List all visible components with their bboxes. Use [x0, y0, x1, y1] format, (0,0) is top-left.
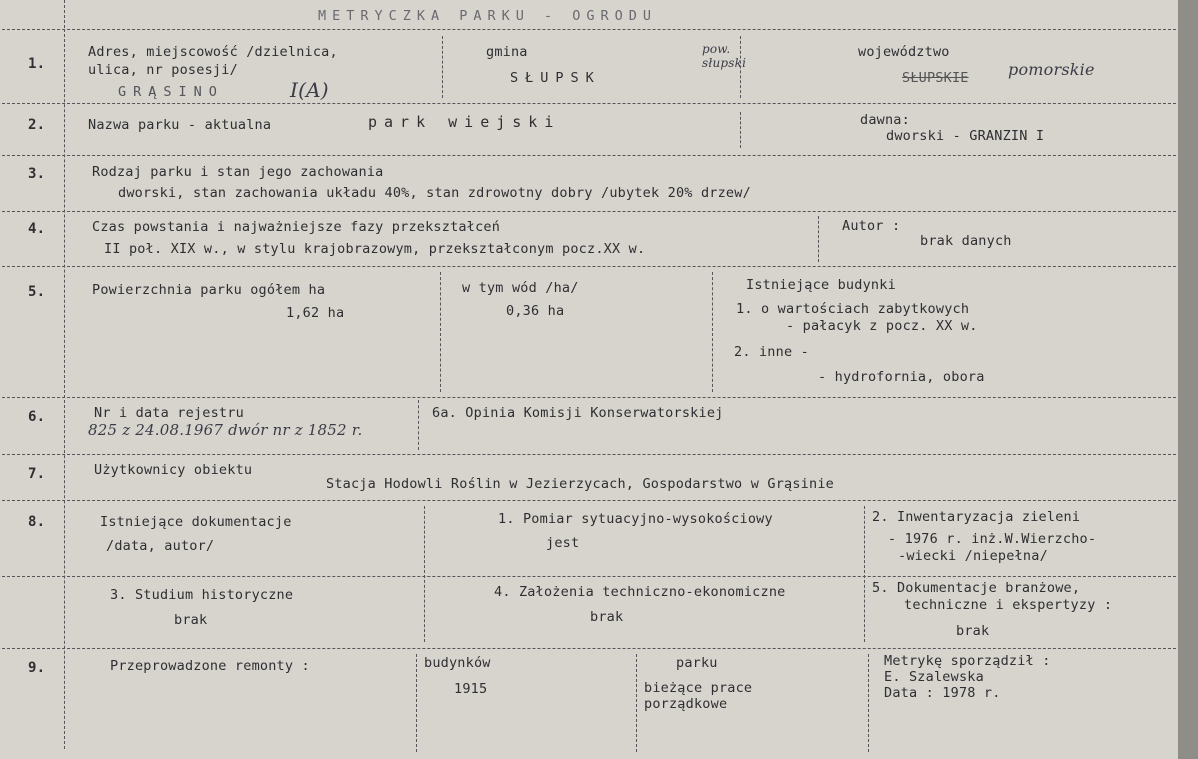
gmina-handwritten-note: słupski — [702, 56, 747, 70]
voivodeship-handwritten-value: pomorskie — [1008, 60, 1095, 79]
park-name-value: park wiejski — [368, 113, 561, 131]
park-renovation-label: parku — [676, 655, 718, 671]
prepared-by-label: Metrykę sporządził : — [884, 653, 1051, 669]
water-area-value: 0,36 ha — [506, 303, 565, 319]
column-divider — [740, 112, 741, 148]
technical-assumptions-label: 4. Założenia techniczno-ekonomiczne — [494, 584, 786, 600]
scan-edge — [1178, 0, 1198, 759]
area-label: Powierzchnia parku ogółem ha — [92, 282, 326, 298]
card-title: METRYCZKA PARKU - OGRODU — [318, 8, 658, 24]
documentation-label: Istniejące dokumentacje — [100, 514, 292, 530]
historical-study-value: brak — [174, 612, 208, 628]
users-value: Stacja Hodowli Roślin w Jezierzycach, Gospodarstwo w Grąsinie — [326, 476, 834, 492]
row-number: 1. — [28, 56, 46, 72]
column-divider — [440, 272, 441, 392]
commission-opinion-label: 6a. Opinia Komisji Konserwatorskiej — [432, 405, 724, 421]
gmina-value: SŁUPSK — [510, 70, 601, 86]
column-divider — [418, 400, 419, 450]
historic-buildings-label: 1. o wartościach zabytkowych — [736, 301, 970, 317]
row-divider — [2, 454, 1176, 456]
row-divider — [2, 29, 1176, 31]
column-divider — [424, 506, 425, 642]
voivodeship-struck-value: SŁUPSKIE — [902, 70, 969, 86]
row-number: 3. — [28, 166, 46, 182]
row-divider — [2, 266, 1176, 268]
park-renovation-value: porządkowe — [644, 696, 728, 712]
prepared-date: Data : 1978 r. — [884, 685, 1001, 701]
other-buildings-value: - hydrofornia, obora — [818, 369, 985, 385]
row-number: 4. — [28, 221, 46, 237]
survey-value: jest — [546, 535, 580, 551]
water-area-label: w tym wód /ha/ — [462, 280, 579, 296]
address-handwritten-note: I(A) — [290, 78, 329, 102]
creation-label: Czas powstania i najważniejsze fazy przekształceń — [92, 219, 501, 235]
column-divider — [416, 654, 417, 752]
former-name-label: dawna: — [860, 112, 910, 128]
industry-docs-value: brak — [956, 623, 990, 639]
row-divider — [2, 500, 1176, 502]
row-divider — [2, 648, 1176, 650]
row-number: 8. — [28, 514, 46, 530]
column-divider — [442, 36, 443, 98]
park-renovation-value: bieżące prace — [644, 680, 753, 696]
row-number: 7. — [28, 466, 46, 482]
row-number: 2. — [28, 117, 46, 133]
row-divider — [2, 103, 1176, 105]
row-divider — [2, 576, 1176, 578]
voivodeship-label: województwo — [858, 44, 950, 60]
row-divider — [2, 155, 1176, 157]
buildings-renovation-label: budynków — [424, 655, 491, 671]
other-buildings-label: 2. inne - — [734, 344, 809, 360]
address-label: ulica, nr posesji/ — [88, 62, 238, 78]
industry-docs-label: techniczne i ekspertyzy : — [904, 597, 1113, 613]
park-type-value: dworski, stan zachowania układu 40%, stan zdrowotny dobry /ubytek 20% drzew/ — [118, 185, 751, 201]
greenery-inventory-value: -wiecki /niepełna/ — [898, 548, 1048, 564]
greenery-inventory-value: - 1976 r. inż.W.Wierzcho- — [888, 531, 1097, 547]
column-divider — [740, 36, 741, 98]
author-value: brak danych — [920, 233, 1012, 249]
technical-assumptions-value: brak — [590, 609, 624, 625]
address-value: GRĄSINO — [118, 84, 224, 100]
users-label: Użytkownicy obiektu — [94, 462, 253, 478]
register-label: Nr i data rejestru — [94, 405, 244, 421]
historical-study-label: 3. Studium historyczne — [110, 587, 294, 603]
area-value: 1,62 ha — [286, 305, 345, 321]
register-handwritten-value: 825 z 24.08.1967 dwór nr z 1852 r. — [88, 421, 363, 439]
column-divider — [636, 654, 637, 752]
author-label: Autor : — [842, 218, 901, 234]
greenery-inventory-label: 2. Inwentaryzacja zieleni — [872, 509, 1081, 525]
column-divider — [818, 216, 819, 262]
renovations-label: Przeprowadzone remonty : — [110, 658, 310, 674]
industry-docs-label: 5. Dokumentacje branżowe, — [872, 580, 1081, 596]
number-column-divider — [64, 0, 65, 28]
row-divider — [2, 397, 1176, 399]
column-divider — [868, 654, 869, 752]
documentation-label: /data, autor/ — [106, 538, 215, 554]
creation-value: II poł. XIX w., w stylu krajobrazowym, przekształconym pocz.XX w. — [104, 241, 646, 257]
survey-label: 1. Pomiar sytuacyjno-wysokościowy — [498, 511, 773, 527]
gmina-handwritten-note: pow. — [702, 42, 731, 56]
row-number: 6. — [28, 409, 46, 425]
number-column-divider — [64, 29, 65, 749]
prepared-by-value: E. Szalewska — [884, 669, 984, 685]
row-number: 5. — [28, 284, 46, 300]
buildings-label: Istniejące budynki — [746, 277, 896, 293]
column-divider — [712, 272, 713, 392]
gmina-label: gmina — [486, 44, 528, 60]
row-divider — [2, 211, 1176, 213]
park-name-label: Nazwa parku - aktualna — [88, 117, 272, 133]
former-name-value: dworski - GRANZIN I — [886, 128, 1045, 144]
park-type-label: Rodzaj parku i stan jego zachowania — [92, 164, 384, 180]
column-divider — [864, 506, 865, 642]
row-number: 9. — [28, 660, 46, 676]
buildings-renovation-value: 1915 — [454, 681, 488, 697]
address-label: Adres, miejscowość /dzielnica, — [88, 44, 338, 60]
historic-buildings-value: - pałacyk z pocz. XX w. — [786, 318, 978, 334]
